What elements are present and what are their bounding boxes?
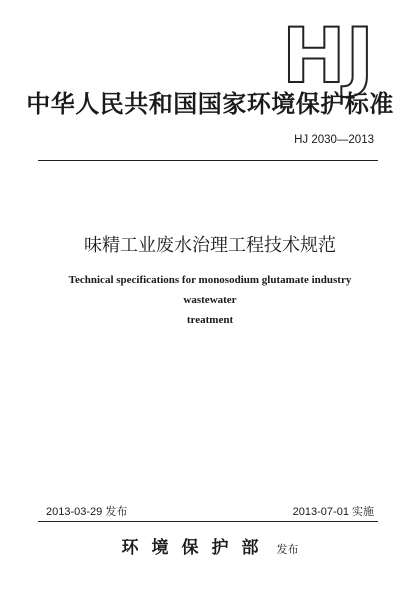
standard-title: 中华人民共和国国家环境保护标准 [26,90,394,118]
hj-logo-text: HJ [282,11,374,100]
publisher-name: 环境保护部 [121,538,272,558]
issue-date: 2013-03-29 发布 [46,506,128,518]
document-title-chinese: 味精工业废水治理工程技术规范 [84,235,336,256]
standard-number: HJ 2030—2013 [294,134,374,146]
document-title-english [50,270,370,330]
implementation-date: 2013-07-01 实施 [292,506,374,518]
document-title-english-line2: treatment [186,314,234,326]
document-title-english-line1: Technical specifications for monosodium glutamate industry wastewater [68,274,352,306]
publisher-suffix: 发布 [276,543,299,556]
publisher [0,533,420,558]
top-divider [38,160,378,161]
bottom-divider [38,521,378,522]
